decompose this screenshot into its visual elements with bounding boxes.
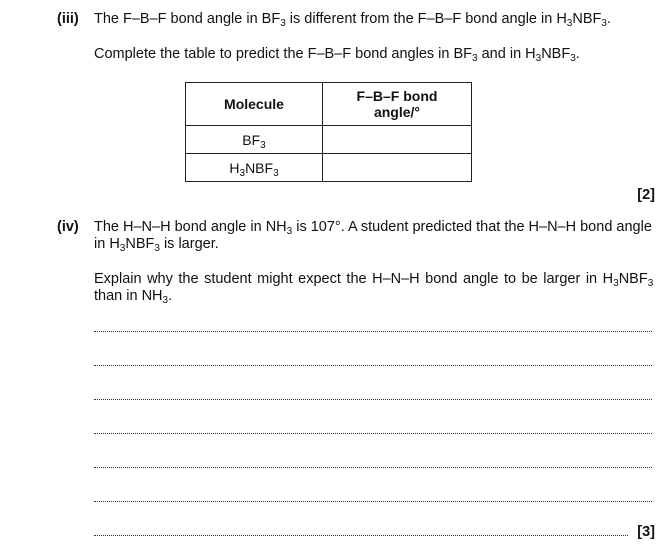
header-molecule: Molecule xyxy=(186,83,323,126)
answer-line[interactable] xyxy=(94,331,652,332)
question-iv-instruction-line1: Explain why the student might expect the H–N–H bond angle to be larger in $H_3NBF_3$ xyxy=(94,271,654,289)
molecule-cell: $H_3NBF_3$ xyxy=(186,154,323,182)
table-row xyxy=(186,126,472,154)
question-number-iv: (iv) xyxy=(57,219,79,235)
table-header-row xyxy=(186,83,472,126)
molecule-cell: $BF_3$ xyxy=(186,126,323,154)
answer-line[interactable] xyxy=(94,535,628,536)
angle-answer-cell[interactable] xyxy=(323,154,472,182)
answer-line[interactable] xyxy=(94,501,652,502)
bond-angle-table xyxy=(185,82,472,182)
question-number-iii: (iii) xyxy=(57,11,79,27)
question-iii-instruction: Complete the table to predict the F–B–F bond angles in $BF_3$ and in $H_3NBF_3$. xyxy=(94,46,580,64)
angle-answer-cell[interactable] xyxy=(323,126,472,154)
answer-line[interactable] xyxy=(94,467,652,468)
table-row xyxy=(186,154,472,182)
question-iv-statement-line1: The H–N–H bond angle in $NH_3$ is 107°. A student predicted that the H–N–H bond angle xyxy=(94,219,652,237)
question-iv-instruction-line2: than in $NH_3$. xyxy=(94,288,173,306)
answer-line[interactable] xyxy=(94,365,652,366)
question-iii-statement: The F–B–F bond angle in $BF_3$ is different from the F–B–F bond angle in $H_3NBF_3$. xyxy=(94,11,611,29)
marks-iii: [2] xyxy=(637,187,655,203)
question-iv-statement-line2: in $H_3NBF_3$ is larger. xyxy=(94,236,219,254)
header-bond-angle: F–B–F bond angle/° xyxy=(323,83,472,126)
answer-line[interactable] xyxy=(94,433,652,434)
answer-line[interactable] xyxy=(94,399,652,400)
marks-iv: [3] xyxy=(637,524,655,540)
